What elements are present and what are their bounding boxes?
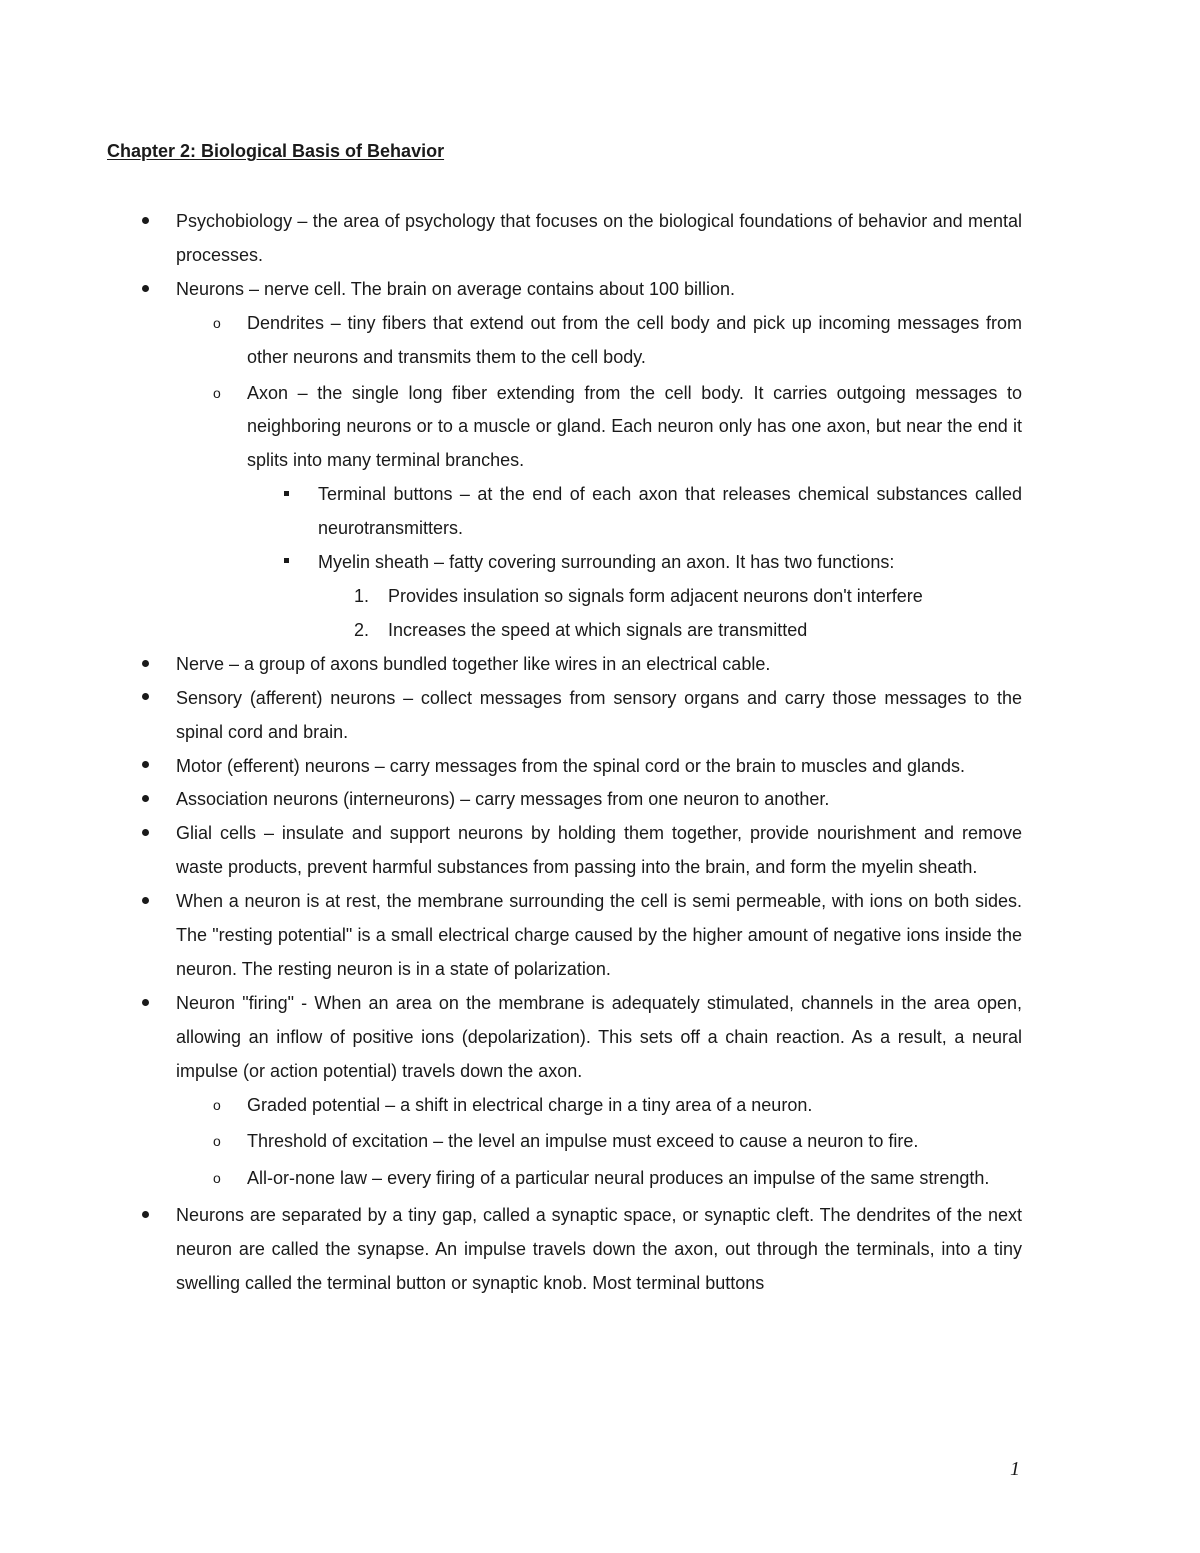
list-item: [213, 307, 1022, 375]
list-item: [176, 987, 1022, 1089]
list-item: [354, 614, 1022, 648]
bullet-icon: [142, 885, 149, 919]
list-item-text: Motor (efferent) neurons – carry messages from the spinal cord or the brain to muscles and glands.: [176, 755, 966, 776]
list-item-text: Neurons are separated by a tiny gap, called a synaptic space, or synaptic cleft. The dendrites of the next neuron are called the synapse. An impulse travels down the axon, out through the terminals, into a tiny swelling called the terminal button or synaptic knob. Most terminal buttons: [176, 1205, 1022, 1294]
bullet-icon: [142, 648, 149, 682]
list-item-text: Myelin sheath – fatty covering surrounding an axon. It has two functions:: [318, 552, 895, 573]
list-item: [176, 885, 1022, 987]
square-bullet-icon: [284, 546, 289, 580]
notes-outline: [0, 205, 1200, 1301]
circle-bullet-icon: o: [213, 1170, 221, 1187]
list-item: [318, 546, 1022, 580]
list-item: [176, 205, 1022, 273]
list-item: [176, 273, 1022, 307]
bullet-icon: [142, 987, 149, 1021]
list-item: [176, 682, 1022, 750]
list-item-text: Association neurons (interneurons) – carry messages from one neuron to another.: [176, 789, 830, 810]
list-item: [176, 1199, 1022, 1301]
circle-bullet-icon: o: [213, 384, 221, 401]
list-item-text: Graded potential – a shift in electrical charge in a tiny area of a neuron.: [247, 1094, 813, 1115]
list-item-text: Sensory (afferent) neurons – collect messages from sensory organs and carry those messages to the spinal cord and brain.: [176, 687, 1022, 742]
bullet-icon: [142, 783, 149, 817]
list-item: [213, 377, 1022, 479]
list-item-text: Neuron "firing" - When an area on the membrane is adequately stimulated, channels in the area open, allowing an inflow of positive ions (depolarization). This sets off a chain reaction. As a result, a neural impulse (or action potential) travels down the axon.: [176, 992, 1022, 1081]
square-bullet-icon: [284, 478, 289, 512]
list-item: [213, 1089, 1022, 1123]
list-item: [318, 478, 1022, 546]
bullet-icon: [142, 817, 149, 851]
list-item: [176, 817, 1022, 885]
list-item: [176, 783, 1022, 817]
list-item: [176, 750, 1022, 784]
list-item: [213, 1125, 1022, 1159]
bullet-icon: [142, 273, 149, 307]
circle-bullet-icon: o: [213, 314, 221, 331]
list-item-text: Threshold of excitation – the level an impulse must exceed to cause a neuron to fire.: [247, 1131, 919, 1152]
circle-bullet-icon: o: [213, 1133, 221, 1150]
list-item-text: Axon – the single long fiber extending from the cell body. It carries outgoing messages to neighboring neurons or to a muscle or gland. Each neuron only has one axon, but near the end it splits into many terminal branches.: [247, 382, 1022, 471]
list-item-text: All-or-none law – every firing of a particular neural produces an impulse of the same strength.: [247, 1168, 990, 1189]
list-item-text: Glial cells – insulate and support neurons by holding them together, provide nourishment and remove waste products, prevent harmful substances from passing into the brain, and form the myelin sheath.: [176, 823, 1022, 878]
list-item-text: When a neuron is at rest, the membrane surrounding the cell is semi permeable, with ions on both sides. The "resting potential" is a small electrical charge caused by the higher amount of negative ions inside the neuron. The resting neuron is in a state of polarization.: [176, 891, 1022, 979]
list-item-text: Increases the speed at which signals are transmitted: [388, 619, 808, 640]
list-item-text: Neurons – nerve cell. The brain on average contains about 100 billion.: [176, 278, 736, 299]
list-item: [176, 648, 1022, 682]
list-number: 1.: [354, 585, 370, 606]
list-item-text: Provides insulation so signals form adjacent neurons don't interfere: [388, 585, 923, 606]
bullet-icon: [142, 1199, 149, 1233]
chapter-title: Chapter 2: Biological Basis of Behavior: [107, 141, 445, 161]
list-item-text: Terminal buttons – at the end of each axon that releases chemical substances called neurotransmitters.: [318, 484, 1022, 539]
page-number: 1: [1010, 1458, 1020, 1480]
list-item-text: Psychobiology – the area of psychology that focuses on the biological foundations of behavior and mental processes.: [176, 211, 1022, 265]
list-item: [213, 1162, 1022, 1196]
bullet-icon: [142, 205, 149, 239]
bullet-icon: [142, 750, 149, 784]
circle-bullet-icon: o: [213, 1096, 221, 1113]
list-item: [354, 580, 1022, 614]
bullet-icon: [142, 682, 149, 716]
list-item-text: Nerve – a group of axons bundled together like wires in an electrical cable.: [176, 653, 771, 674]
list-item-text: Dendrites – tiny fibers that extend out from the cell body and pick up incoming messages from other neurons and transmits them to the cell body.: [247, 312, 1022, 367]
list-number: 2.: [354, 619, 370, 640]
